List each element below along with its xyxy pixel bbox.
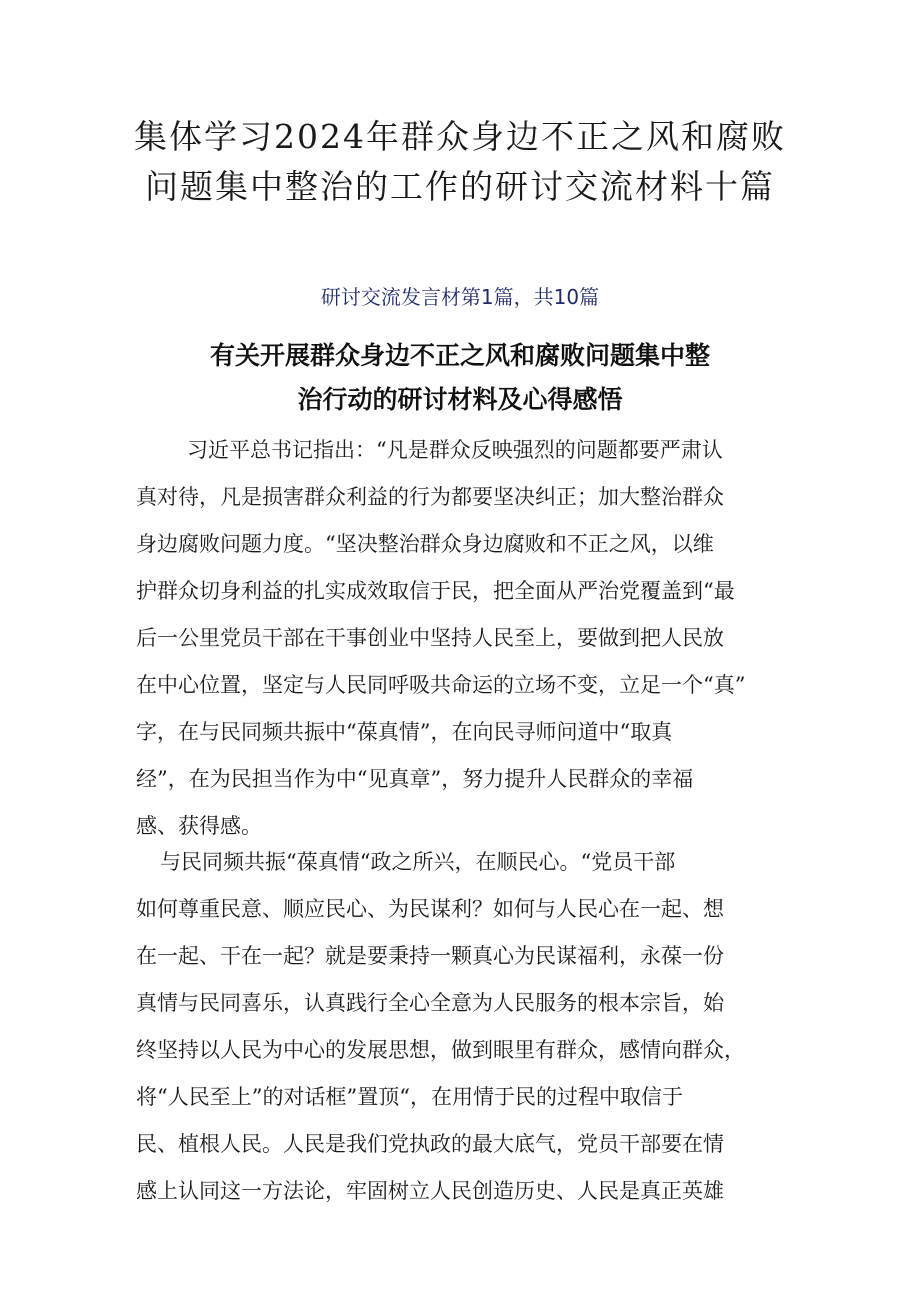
paragraph-line: 字，在与民同频共振中“葆真情”，在向民寻师问道中“取真 xyxy=(136,720,673,744)
paragraph-line: 真情与民同喜乐，认真践行全心全意为人民服务的根本宗旨，始 xyxy=(136,991,724,1015)
paragraph-line: 与民同频共振“葆真情“政之所兴，在顺民心。“党员干部 xyxy=(160,850,676,874)
paragraph-line: 如何尊重民意、顺应民心、为民谋利？如何与人民心在一起、想 xyxy=(136,897,724,921)
paragraph-line: 经”，在为民担当作为中“见真章”，努力提升人民群众的幸福 xyxy=(136,767,694,791)
paragraph-line: 在中心位置，坚定与人民同呼吸共命运的立场不变，立足一个“真” xyxy=(136,673,746,697)
paragraph-line: 民、植根人民。人民是我们党执政的最大底气，党员干部要在情 xyxy=(136,1132,724,1156)
section-label: 研讨交流发言材第1篇，共10篇 xyxy=(320,285,600,309)
paragraph-line: 在一起、干在一起？就是要秉持一颗真心为民谋福利，永葆一份 xyxy=(136,944,724,968)
document-title-line-1: 集体学习2024年群众身边不正之风和腐败 xyxy=(134,117,786,156)
article-title-line-1: 有关开展群众身边不正之风和腐败问题集中整 xyxy=(209,341,710,370)
paragraph-line: 终坚持以人民为中心的发展思想，做到眼里有群众，感情向群众， xyxy=(136,1038,745,1062)
paragraph-line: 护群众切身利益的扎实成效取信于民，把全面从严治党覆盖到“最 xyxy=(136,579,735,603)
paragraph-line: 感、获得感。 xyxy=(136,814,262,838)
paragraph-line: 感上认同这一方法论，牢固树立人民创造历史、人民是真正英雄 xyxy=(136,1179,724,1203)
paragraph-line: 真对待，凡是损害群众利益的行为都要坚决纠正；加大整治群众 xyxy=(136,485,724,509)
article-title-line-2: 治行动的研讨材料及心得感悟 xyxy=(297,385,623,414)
paragraph-line: 身边腐败问题力度。“坚决整治群众身边腐败和不正之风，以维 xyxy=(136,532,714,556)
paragraph-line: 后一公里党员干部在干事创业中坚持人民至上，要做到把人民放 xyxy=(136,626,724,650)
document-title-line-2: 问题集中整治的工作的研讨交流材料十篇 xyxy=(145,167,775,206)
paragraph-line: 将“人民至上”的对话框”置顶“，在用情于民的过程中取信于 xyxy=(136,1085,683,1109)
paragraph-line: 习近平总书记指出：“凡是群众反映强烈的问题都要严肃认 xyxy=(187,438,723,462)
